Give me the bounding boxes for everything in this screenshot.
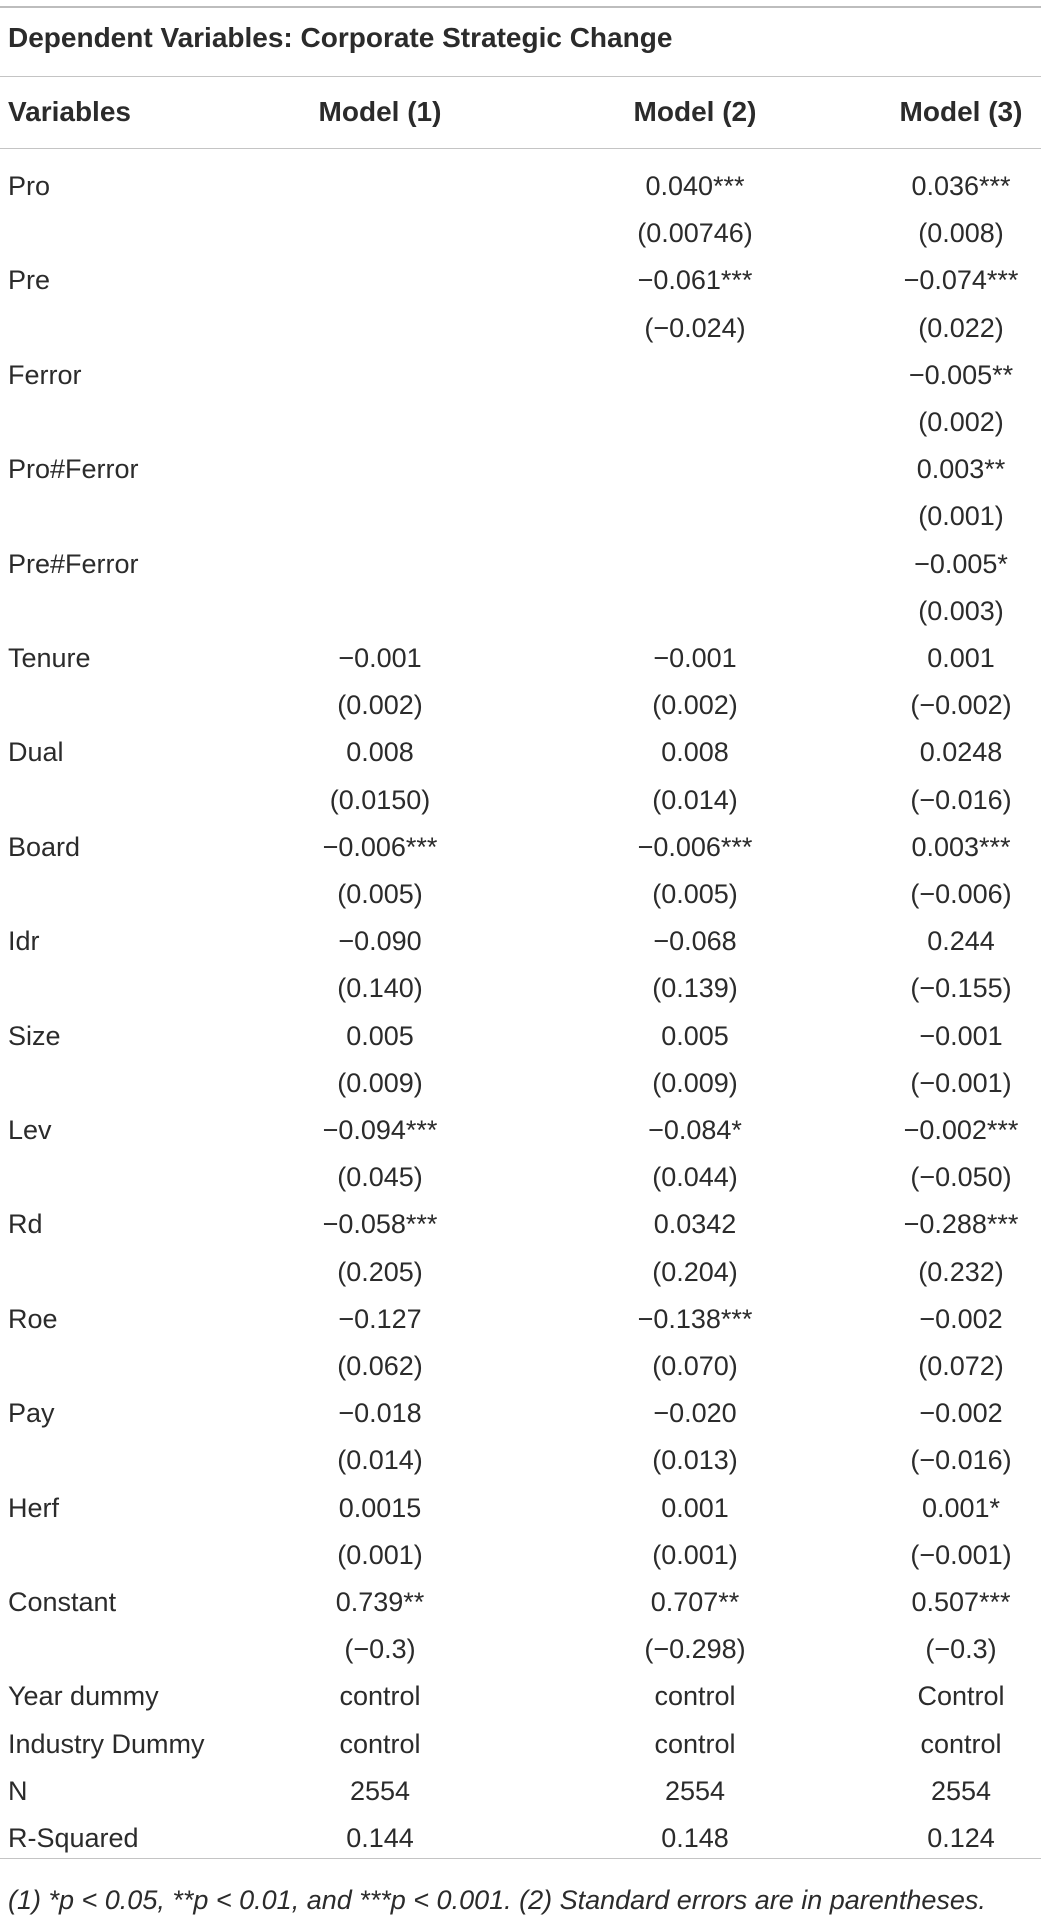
cell-m2: (0.005) [652, 879, 738, 909]
table-footnote: (1) *p < 0.05, **p < 0.01, and ***p < 0.001. (2) Standard errors are in parentheses. [8, 1885, 986, 1915]
cell-m2: 0.040*** [645, 171, 745, 201]
row-label: Roe [8, 1304, 58, 1334]
cell-m1 [240, 166, 520, 206]
cell-m2: 0.0342 [653, 1209, 737, 1239]
cell-m1: (0.045) [337, 1162, 423, 1192]
row-label: Lev [8, 1115, 52, 1145]
cell-m3: (−0.016) [910, 1445, 1012, 1475]
cell-m1: −0.090 [338, 926, 422, 956]
cell-m1: 0.005 [346, 1021, 414, 1051]
cell-m1 [240, 213, 520, 253]
cell-m1: −0.018 [338, 1398, 422, 1428]
bottom-rule [0, 1858, 1041, 1859]
cell-m3: (0.072) [918, 1351, 1004, 1381]
cell-m3: 0.0248 [919, 737, 1003, 767]
cell-m3: −0.288*** [903, 1209, 1019, 1239]
cell-m3: Control [917, 1681, 1005, 1711]
cell-m2: (−0.298) [644, 1634, 746, 1664]
cell-m1 [240, 544, 520, 584]
cell-m1: −0.094*** [322, 1115, 438, 1145]
cell-m2: (0.014) [652, 785, 738, 815]
cell-m1 [240, 402, 520, 442]
cell-m3: −0.005* [914, 549, 1008, 579]
cell-m2: (0.044) [652, 1162, 738, 1192]
header-model-2: Model (2) [633, 96, 757, 127]
cell-m1: (0.140) [337, 973, 423, 1003]
cell-m2: 0.707** [650, 1587, 740, 1617]
cell-m3: (−0.006) [910, 879, 1012, 909]
cell-m2 [555, 544, 835, 584]
cell-m3: (−0.050) [910, 1162, 1012, 1192]
cell-m2: −0.020 [653, 1398, 737, 1428]
cell-m3: 0.124 [927, 1823, 995, 1853]
cell-m1 [240, 260, 520, 300]
cell-m3: 0.244 [927, 926, 995, 956]
cell-m3: 2554 [930, 1776, 992, 1806]
cell-m2: −0.006*** [637, 832, 753, 862]
cell-m3: −0.074*** [903, 265, 1019, 295]
cell-m3: 0.001 [927, 643, 995, 673]
row-label: Dual [8, 737, 64, 767]
cell-m1: (0.005) [337, 879, 423, 909]
cell-m3: 0.001* [921, 1493, 1001, 1523]
cell-m1: (0.014) [337, 1445, 423, 1475]
cell-m1 [240, 496, 520, 536]
cell-m2: 0.008 [661, 737, 729, 767]
cell-m2 [555, 591, 835, 631]
cell-m2: −0.001 [653, 643, 737, 673]
cell-m2: control [654, 1681, 736, 1711]
cell-m3: (0.002) [918, 407, 1004, 437]
row-label: Constant [8, 1587, 117, 1617]
cell-m3: (−0.3) [925, 1634, 997, 1664]
row-label: Pre#Ferror [8, 549, 139, 579]
cell-m3: (0.022) [918, 313, 1004, 343]
cell-m2 [555, 402, 835, 442]
cell-m3: (−0.001) [910, 1540, 1012, 1570]
cell-m2: −0.068 [653, 926, 737, 956]
cell-m3: control [920, 1729, 1002, 1759]
cell-m3: −0.002 [919, 1304, 1003, 1334]
cell-m1: −0.006*** [322, 832, 438, 862]
cell-m2: (0.070) [652, 1351, 738, 1381]
cell-m3: (0.008) [918, 218, 1004, 248]
cell-m3: −0.002 [919, 1398, 1003, 1428]
row-label: Idr [8, 926, 40, 956]
cell-m2: 0.001 [661, 1493, 729, 1523]
cell-m1: (−0.3) [344, 1634, 416, 1664]
cell-m1: 0.008 [346, 737, 414, 767]
cell-m2 [555, 449, 835, 489]
row-label: Pre [8, 265, 51, 295]
cell-m3: −0.005** [908, 360, 1014, 390]
cell-m1: 0.144 [346, 1823, 414, 1853]
row-label: Industry Dummy [8, 1729, 205, 1759]
cell-m3: (−0.001) [910, 1068, 1012, 1098]
row-label: Size [8, 1021, 61, 1051]
row-label: Rd [8, 1209, 43, 1239]
cell-m2: (0.001) [652, 1540, 738, 1570]
cell-m1: (0.001) [337, 1540, 423, 1570]
row-label: Pro#Ferror [8, 454, 139, 484]
cell-m2: (0.204) [652, 1257, 738, 1287]
cell-m2: (0.009) [652, 1068, 738, 1098]
row-label: Tenure [8, 643, 91, 673]
cell-m1 [240, 591, 520, 631]
header-rule [0, 148, 1041, 149]
cell-m2: (0.139) [652, 973, 738, 1003]
cell-m1: (0.205) [337, 1257, 423, 1287]
cell-m2: −0.138*** [637, 1304, 753, 1334]
cell-m3: 0.003** [916, 454, 1006, 484]
top-rule [0, 6, 1041, 8]
header-model-1: Model (1) [318, 96, 442, 127]
cell-m3: −0.001 [919, 1021, 1003, 1051]
cell-m1: −0.127 [338, 1304, 422, 1334]
row-label: Year dummy [8, 1681, 159, 1711]
cell-m1 [240, 449, 520, 489]
cell-m2: 0.148 [661, 1823, 729, 1853]
cell-m3: (0.001) [918, 501, 1004, 531]
header-variables: Variables [8, 96, 131, 127]
cell-m1: −0.001 [338, 643, 422, 673]
cell-m1: control [339, 1729, 421, 1759]
row-label: Board [8, 832, 81, 862]
cell-m1: 2554 [349, 1776, 411, 1806]
cell-m2: (−0.024) [644, 313, 746, 343]
cell-m2: control [654, 1729, 736, 1759]
cell-m2: 0.005 [661, 1021, 729, 1051]
cell-m2: (0.013) [652, 1445, 738, 1475]
cell-m3: (0.232) [918, 1257, 1004, 1287]
cell-m1: (0.009) [337, 1068, 423, 1098]
cell-m2: −0.061*** [637, 265, 753, 295]
cell-m2: (0.00746) [637, 218, 753, 248]
cell-m3: (−0.002) [910, 690, 1012, 720]
table-caption: Dependent Variables: Corporate Strategic Change [8, 22, 673, 53]
cell-m1: (0.0150) [329, 785, 431, 815]
cell-m2: −0.084* [648, 1115, 742, 1145]
cell-m1 [240, 308, 520, 348]
cell-m2 [555, 496, 835, 536]
header-model-3: Model (3) [899, 96, 1023, 127]
row-label: Herf [8, 1493, 60, 1523]
cell-m1: 0.739** [335, 1587, 425, 1617]
cell-m3: (0.003) [918, 596, 1004, 626]
row-label: R-Squared [8, 1823, 139, 1853]
cell-m1: (0.062) [337, 1351, 423, 1381]
cell-m3: (−0.016) [910, 785, 1012, 815]
row-label: N [8, 1776, 28, 1806]
cell-m2: 2554 [664, 1776, 726, 1806]
row-label: Ferror [8, 360, 82, 390]
cell-m3: 0.507*** [911, 1587, 1011, 1617]
row-label: Pro [8, 171, 51, 201]
cell-m3: (−0.155) [910, 973, 1012, 1003]
cell-m3: 0.036*** [911, 171, 1011, 201]
cell-m1 [240, 355, 520, 395]
cell-m1: −0.058*** [322, 1209, 438, 1239]
cell-m1: 0.0015 [338, 1493, 422, 1523]
row-label: Pay [8, 1398, 55, 1428]
cell-m2 [555, 355, 835, 395]
cell-m1: (0.002) [337, 690, 423, 720]
cell-m3: −0.002*** [903, 1115, 1019, 1145]
cell-m2: (0.002) [652, 690, 738, 720]
cell-m3: 0.003*** [911, 832, 1011, 862]
cell-m1: control [339, 1681, 421, 1711]
caption-rule [0, 76, 1041, 77]
